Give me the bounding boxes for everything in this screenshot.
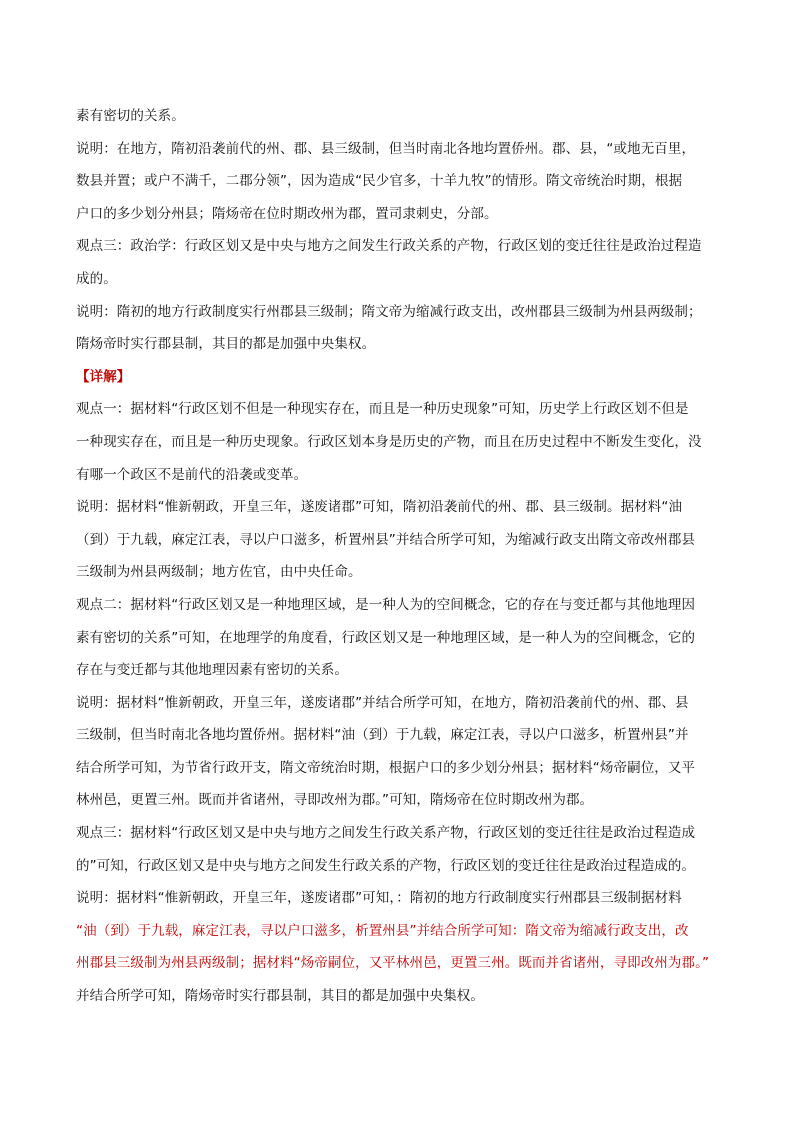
document-body: [76, 100, 724, 1013]
text-line: 结合所学可知，为节省行政开支，隋文帝统治时期，根据户口的多少划分州县；据材料“炀帝嗣位，又平: [76, 759, 696, 776]
text-line: 成的。: [76, 270, 117, 287]
text-line: 观点一：据材料“行政区划不但是一种现实存在，而且是一种历史现象”可知，历史学上行政区划不但是: [76, 401, 689, 418]
text-line: 隋炀帝时实行郡县制，其目的都是加强中央集权。: [76, 336, 376, 353]
text-line: 观点三：据材料“行政区划又是中央与地方之间发生行政关系产物，行政区划的变迁往往是政治过程造成: [76, 825, 696, 842]
text-line: “油（到）于九载，麻定江表，寻以户口滋多，析置州县”并结合所学可知：隋文帝为缩减行政支出，改: [76, 922, 689, 939]
section-heading-detail: 【详解】: [76, 368, 131, 385]
text-line: 林州邑，更置三州。既而并省诸州，寻即改州为郡。”可知，隋炀帝在位时期改州为郡。: [76, 792, 594, 809]
text-line: 州郡县三级制为州县两级制；据材料“炀帝嗣位，又平林州邑，更置三州。既而并省诸州，寻即改州为郡。”: [76, 955, 710, 972]
text-line: 并结合所学可知，隋炀帝时实行郡县制，其目的都是加强中央集权。: [76, 988, 484, 1005]
text-line: 观点二：据材料“行政区划又是一种地理区域，是一种人为的空间概念，它的存在与变迁都与其他地理因: [76, 596, 696, 613]
text-line: 素有密切的关系。: [76, 108, 185, 124]
text-line: （到）于九载，麻定江表，寻以户口滋多，析置州县”并结合所学可知，为缩减行政支出隋文帝改州郡县: [76, 531, 696, 548]
text-line: 说明：据材料“惟新朝政，开皇三年，遂废诸郡”可知，隋初沿袭前代的州、郡、县三级制。据材料“油: [76, 499, 683, 516]
text-line: 说明：隋初的地方行政制度实行州郡县三级制；隋文帝为缩减行政支出，改州郡县三级制为州县两级制；: [76, 303, 702, 320]
text-line: 素有密切的关系”可知，在地理学的角度看，行政区划又是一种地理区域，是一种人为的空间概念，它的: [76, 629, 696, 646]
text-line: 户口的多少划分州县；隋炀帝在位时期改州为郡，置司隶刺史，分部。: [76, 205, 498, 222]
text-line: 一种现实存在，而且是一种历史现象。行政区划本身是历史的产物，而且在历史过程中不断发生变化，没: [76, 433, 702, 450]
text-line: 观点三：政治学：行政区划又是中央与地方之间发生行政关系的产物，行政区划的变迁往往是政治过程造: [76, 238, 702, 255]
text-line: 说明：据材料“惟新朝政，开皇三年，遂废诸郡”并结合所学可知，在地方，隋初沿袭前代的州、郡、县: [76, 694, 689, 711]
text-line: 的”可知，行政区划又是中央与地方之间发生行政关系的产物，行政区划的变迁往往是政治过程造成的。: [76, 857, 696, 874]
text-line: 存在与变迁都与其他地理因素有密切的关系。: [76, 662, 348, 679]
text-line: 说明：在地方，隋初沿袭前代的州、郡、县三级制，但当时南北各地均置侨州。郡、县，“或地无百里，: [76, 140, 696, 157]
text-line: 三级制为州县两级制；地方佐官，由中央任命。: [76, 564, 362, 581]
text-line: 有哪一个政区不是前代的沿袭或变革。: [76, 466, 308, 483]
text-line: 数县并置；或户不满千，二郡分领”，因为造成“民少官多，十羊九牧”的情形。隋文帝统治时期，根据: [76, 173, 683, 190]
text-line: 说明：据材料“惟新朝政，开皇三年，遂废诸郡”可知，：隋初的地方行政制度实行州郡县三级制据材料: [76, 890, 682, 907]
text-line: 三级制，但当时南北各地均置侨州。据材料“油（到）于九载，麻定江表，寻以户口滋多，析置州县”并: [76, 727, 689, 744]
